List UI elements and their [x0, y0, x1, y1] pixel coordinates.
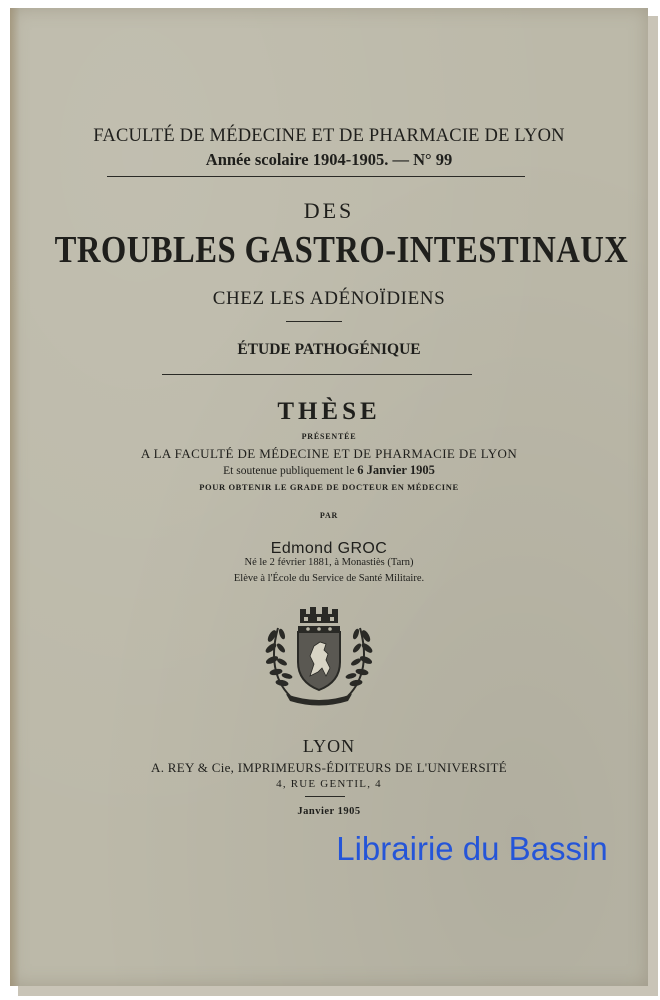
- degree-line: POUR OBTENIR LE GRADE DE DOCTEUR EN MÉDECINE: [199, 482, 459, 492]
- seller-watermark: Librairie du Bassin: [336, 830, 608, 867]
- lyon-coat-of-arms-icon: [260, 606, 378, 706]
- academic-year: Année scolaire 1904-1905. — N° 99: [205, 150, 453, 169]
- author-birth: Né le 2 février 1881, à Monastiès (Tarn): [244, 557, 414, 568]
- these-heading: THÈSE: [277, 398, 381, 425]
- publisher-address: 4, RUE GENTIL, 4: [276, 778, 382, 790]
- defense-line: [10, 463, 648, 478]
- faculty-heading: FACULTÉ DE MÉDECINE ET DE PHARMACIE DE LYON: [93, 126, 565, 146]
- study-type: ÉTUDE PATHOGÉNIQUE: [237, 341, 421, 358]
- defense-date: 6 Janvier 1905: [357, 463, 435, 477]
- city: LYON: [302, 736, 356, 756]
- faculty-line: A LA FACULTÉ DE MÉDECINE ET DE PHARMACIE DE LYON: [140, 446, 518, 461]
- defense-prefix: Et soutenue publiquement le: [223, 465, 355, 477]
- par-label: PAR: [319, 511, 339, 520]
- presentee-label: PRÉSENTÉE: [301, 432, 357, 441]
- publication-date: Janvier 1905: [297, 806, 361, 817]
- title-prefix: DES: [303, 198, 355, 223]
- publisher: A. REY & Cie, IMPRIMEURS-ÉDITEURS DE L'UNIVERSITÉ: [151, 760, 507, 775]
- short-divider-rule: [286, 321, 342, 322]
- subtitle: CHEZ LES ADÉNOÏDIENS: [212, 288, 446, 309]
- divider-rule: [107, 176, 525, 177]
- divider-rule: [162, 374, 472, 375]
- author-name: Edmond GROC: [270, 540, 388, 557]
- main-title: TROUBLES GASTRO-INTESTINAUX: [54, 229, 629, 271]
- short-divider-rule: [305, 796, 345, 797]
- author-school: Elève à l'École du Service de Santé Militaire.: [233, 573, 425, 584]
